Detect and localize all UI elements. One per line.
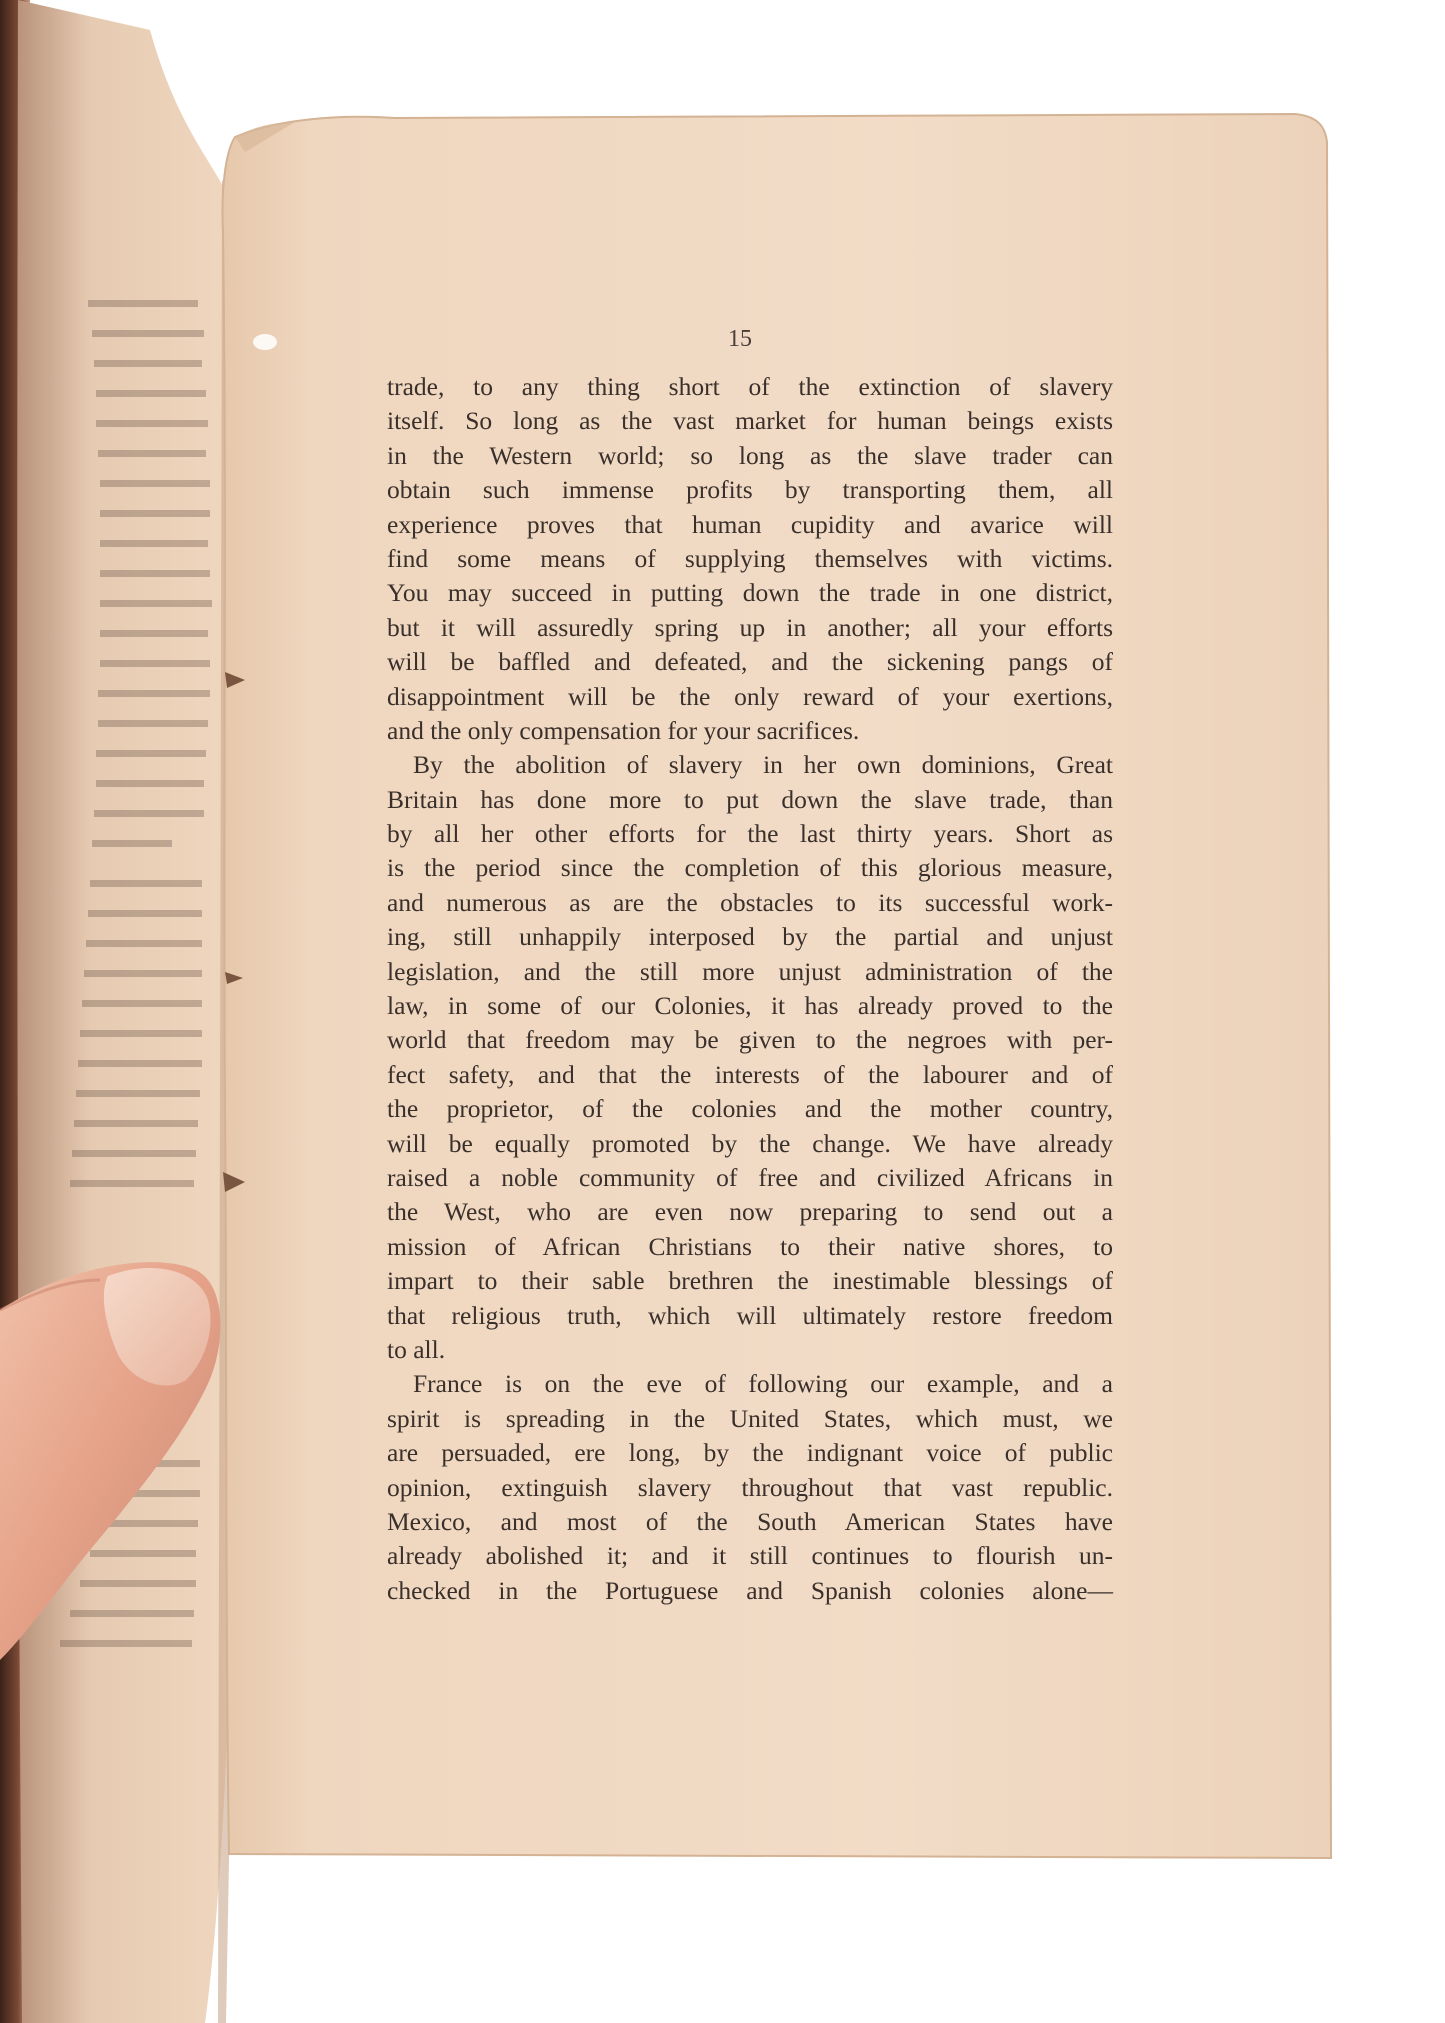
text-line: and the only compensation for your sacrifices. <box>387 715 860 745</box>
text-line: checked in the Portuguese and Spanish colonies alone— <box>387 1575 1113 1605</box>
text-line: experience proves that human cupidity and avarice will <box>387 509 1113 539</box>
text-line: ing, still unhappily interposed by the partial and unjust <box>387 922 1113 952</box>
page-number: 15 <box>728 326 752 352</box>
text-line: by all her other efforts for the last thirty years. Short as <box>387 819 1113 849</box>
text-line: spirit is spreading in the United States, which must, we <box>387 1403 1113 1433</box>
text-line: obtain such immense profits by transporting them, all <box>387 475 1113 505</box>
text-line: already abolished it; and it still continues to flourish un- <box>387 1541 1113 1571</box>
text-line: that religious truth, which will ultimately restore freedom <box>387 1300 1113 1330</box>
text-line: fect safety, and that the interests of the labourer and of <box>387 1059 1113 1089</box>
text-line: will be equally promoted by the change. We have already <box>387 1128 1113 1158</box>
text-line: Britain has done more to put down the slave trade, than <box>387 784 1113 814</box>
text-line: France is on the eve of following our example, and a <box>413 1369 1113 1399</box>
text-line: world that freedom may be given to the negroes with per- <box>387 1025 1113 1055</box>
page-body-text <box>387 370 1113 1608</box>
text-line: is the period since the completion of this glorious measure, <box>387 853 1113 883</box>
text-line: mission of African Christians to their native shores, to <box>387 1231 1113 1261</box>
text-line: find some means of supplying themselves with victims. <box>387 543 1113 573</box>
text-line: You may succeed in putting down the trade in one district, <box>387 578 1113 608</box>
text-line: opinion, extinguish slavery throughout that vast republic. <box>387 1472 1113 1502</box>
text-line: impart to their sable brethren the inestimable blessings of <box>387 1266 1113 1296</box>
text-line: but it will assuredly spring up in another; all your efforts <box>387 612 1113 642</box>
holding-thumb <box>0 1230 240 1750</box>
text-line: law, in some of our Colonies, it has already proved to the <box>387 991 1113 1021</box>
text-line: raised a noble community of free and civilized Africans in <box>387 1162 1113 1192</box>
text-line: legislation, and the still more unjust administration of the <box>387 956 1113 986</box>
text-line: in the Western world; so long as the slave trader can <box>387 440 1113 470</box>
thumb-art <box>0 1230 240 1750</box>
text-line: By the abolition of slavery in her own dominions, Great <box>413 750 1113 780</box>
text-line: the proprietor, of the colonies and the mother country, <box>387 1094 1113 1124</box>
text-line: will be baffled and defeated, and the sickening pangs of <box>387 647 1113 677</box>
text-line: trade, to any thing short of the extinction of slavery <box>387 372 1113 401</box>
text-line: disappointment will be the only reward of your exertions, <box>387 681 1113 711</box>
text-line: to all. <box>387 1334 446 1364</box>
text-line: and numerous as are the obstacles to its successful work- <box>387 887 1113 917</box>
text-line: the West, who are even now preparing to send out a <box>387 1197 1113 1227</box>
text-line: are persuaded, ere long, by the indignant voice of public <box>387 1438 1113 1468</box>
book-page <box>215 112 1333 1860</box>
text-line: itself. So long as the vast market for human beings exists <box>387 406 1113 436</box>
text-line: Mexico, and most of the South American States have <box>387 1506 1113 1536</box>
